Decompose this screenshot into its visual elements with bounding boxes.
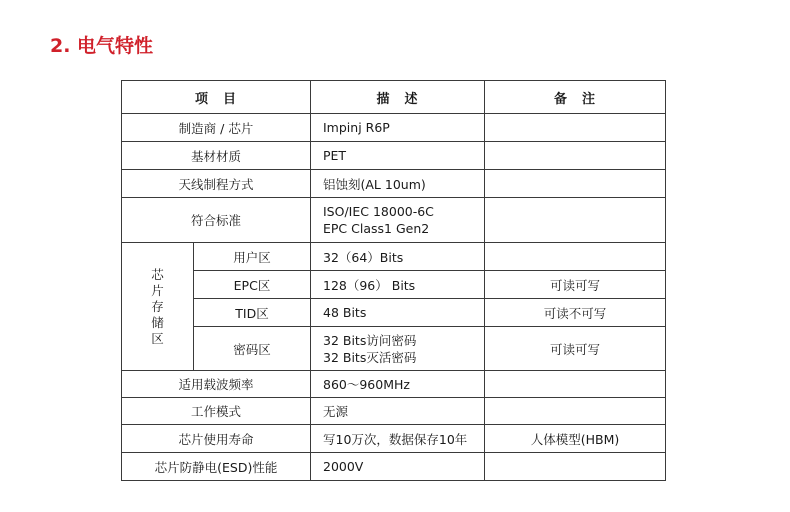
description-line: ISO/IEC 18000-6C [323,204,434,219]
description-cell: 128（96） Bits [311,271,485,299]
note-cell [485,243,666,271]
table-row [122,114,666,142]
table-row [122,371,666,398]
note-cell [485,398,666,425]
item-cell: 芯片防静电(ESD)性能 [122,453,311,481]
description-cell: 写10万次，数据保存10年 [311,425,485,453]
description-line: 32 Bits访问密码 [323,332,417,348]
table-row [122,170,666,198]
group-label-char: 区 [151,330,164,346]
item-cell: 适用载波频率 [122,371,311,398]
table-row [122,299,666,327]
table-row [122,425,666,453]
section-title: 2. 电气特性 [50,35,154,57]
note-cell: 可读不可写 [485,299,666,327]
table-row [122,243,666,271]
description-line: 32 Bits灭活密码 [323,349,417,365]
item-cell: 密码区 [194,327,311,371]
item-cell: 芯片使用寿命 [122,425,311,453]
header-description: 描 述 [311,81,485,114]
item-cell: 用户区 [194,243,311,271]
note-cell [485,142,666,170]
group-label-char: 片 [151,282,164,298]
table-row [122,453,666,481]
note-cell [485,371,666,398]
header-item: 项 目 [122,81,311,114]
table-header-row [122,81,666,114]
note-cell: 可读可写 [485,271,666,299]
description-cell: 无源 [311,398,485,425]
group-label-char: 芯 [151,266,164,282]
description-cell: 32（64）Bits [311,243,485,271]
item-cell: 符合标准 [122,198,311,243]
description-cell: 48 Bits [311,299,485,327]
group-label-char: 存 [151,298,164,314]
note-cell [485,170,666,198]
table-row [122,327,666,371]
table-row [122,398,666,425]
item-cell: TID区 [194,299,311,327]
note-cell [485,198,666,243]
description-cell: 2000V [311,453,485,481]
item-cell: 工作模式 [122,398,311,425]
description-cell [311,327,485,371]
item-cell: 制造商 / 芯片 [122,114,311,142]
note-cell [485,453,666,481]
note-cell [485,114,666,142]
description-cell [311,198,485,243]
storage-group-label [122,243,194,371]
item-cell: 基材材质 [122,142,311,170]
description-cell: 铝蚀刻(AL 10um) [311,170,485,198]
description-cell: Impinj R6P [311,114,485,142]
item-cell: EPC区 [194,271,311,299]
description-cell: 860～960MHz [311,371,485,398]
note-cell: 可读可写 [485,327,666,371]
description-line: EPC Class1 Gen2 [323,221,430,236]
table-row [122,198,666,243]
table-row [122,142,666,170]
electrical-spec-table [121,80,666,481]
description-cell: PET [311,142,485,170]
header-note: 备 注 [485,81,666,114]
note-cell: 人体模型(HBM) [485,425,666,453]
table-row [122,271,666,299]
group-label-char: 储 [151,314,164,330]
item-cell: 天线制程方式 [122,170,311,198]
